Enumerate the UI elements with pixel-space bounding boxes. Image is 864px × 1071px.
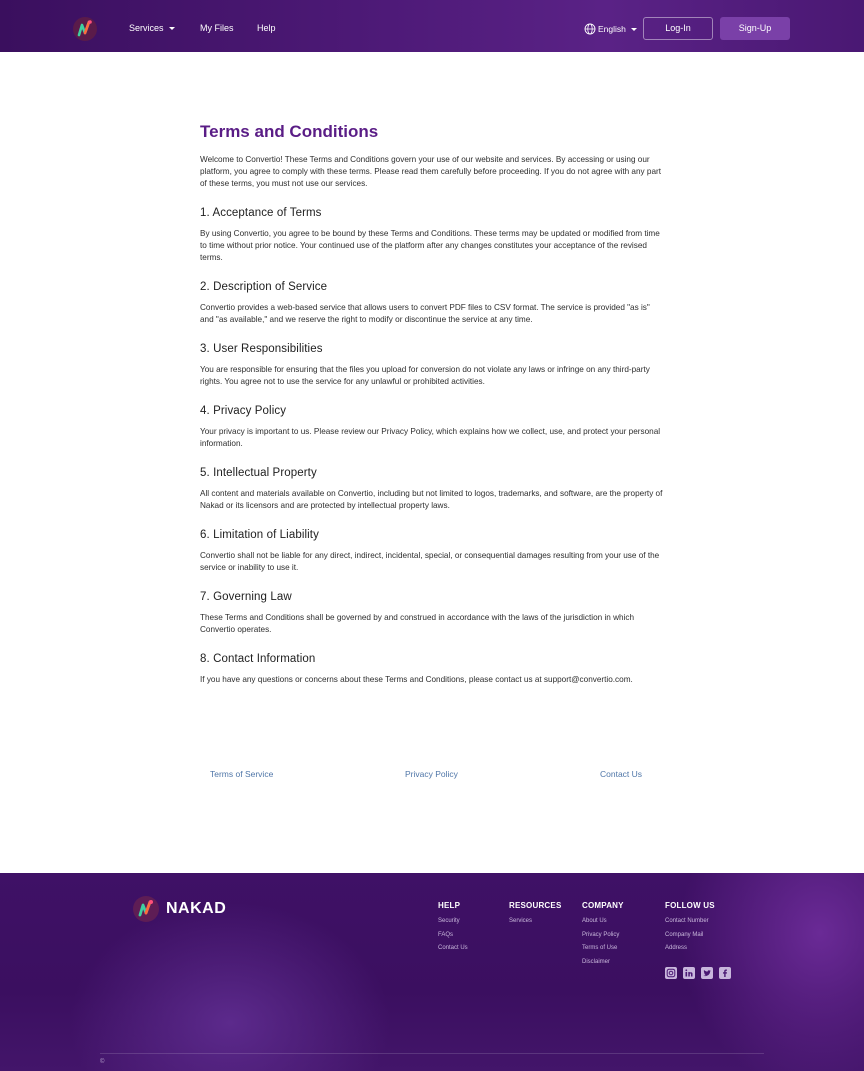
- footer-heading: RESOURCES: [509, 901, 562, 910]
- social-links: [665, 967, 737, 979]
- language-label: English: [598, 24, 626, 34]
- footer-column-resources: [509, 901, 561, 930]
- privacy-policy-link[interactable]: Privacy Policy: [405, 769, 458, 779]
- footer-brand[interactable]: [132, 895, 226, 923]
- footer-link-privacy-policy[interactable]: Privacy Policy: [582, 931, 620, 938]
- page-title: Terms and Conditions: [200, 122, 379, 141]
- footer-link-services[interactable]: Services: [509, 918, 533, 924]
- footer-column-help: [438, 901, 468, 957]
- terms-content: [200, 122, 664, 686]
- brand-name: NAKAD: [166, 900, 227, 917]
- footer-heading: FOLLOW US: [665, 901, 715, 910]
- linkedin-icon[interactable]: [683, 967, 695, 979]
- section-body: Your privacy is important to us. Please review our Privacy Policy, which explains how we collect, use, and protect your personal information.: [200, 427, 661, 448]
- footer-link-disclaimer[interactable]: Disclaimer: [582, 958, 611, 965]
- nav-help[interactable]: Help: [257, 23, 276, 33]
- footer-link-contact-us[interactable]: Contact Us: [438, 945, 468, 951]
- section-body: You are responsible for ensuring that the files you upload for conversion do not violate any laws or infringe on any third-party rights. You agree not to use the service for any unlawful or prohibited activities.: [200, 365, 650, 386]
- section-body: All content and materials available on Convertio, including but not limited to logos, trademarks, and software, are the property of Nakad or its licensors and are protected by intellectual property laws.: [200, 489, 663, 510]
- login-button[interactable]: Log-In: [643, 17, 713, 40]
- footer-heading: COMPANY: [582, 901, 624, 910]
- legal-links: [0, 769, 864, 781]
- footer-heading: HELP: [438, 901, 461, 910]
- twitter-icon[interactable]: [701, 967, 713, 979]
- footer-divider: [100, 1053, 764, 1054]
- section-title: 5. Intellectual Property: [200, 467, 317, 479]
- section-title: 2. Description of Service: [200, 281, 328, 293]
- facebook-icon[interactable]: [719, 967, 731, 979]
- footer-link-security[interactable]: Security: [438, 918, 460, 924]
- language-selector[interactable]: [584, 22, 637, 36]
- footer-link-contact-number[interactable]: Contact Number: [665, 918, 709, 924]
- section-title: 8. Contact Information: [200, 653, 316, 665]
- section-body: Convertio provides a web-based service that allows users to convert PDF files to CSV format. The service is provided "as is" and "as available," and we reserve the right to modify or discontinue the service at any time.: [200, 303, 650, 324]
- chevron-down-icon: [631, 28, 637, 31]
- footer-link-company-mail[interactable]: Company Mail: [665, 931, 704, 938]
- nav-services-label: Services: [129, 23, 164, 33]
- logo-icon: [132, 895, 160, 923]
- footer-link-address[interactable]: Address: [665, 945, 688, 951]
- site-footer: [0, 873, 864, 1071]
- nav-services[interactable]: [129, 0, 175, 52]
- contact-us-link[interactable]: Contact Us: [600, 769, 643, 779]
- footer-link-faqs[interactable]: FAQs: [438, 931, 454, 938]
- nav-my-files[interactable]: My Files: [200, 23, 234, 33]
- section-body: These Terms and Conditions shall be governed by and construed in accordance with the laws of the jurisdiction in which Convertio operates.: [200, 613, 635, 634]
- footer-link-terms-of-use[interactable]: Terms of Use: [582, 945, 618, 951]
- section-body: If you have any questions or concerns about these Terms and Conditions, please contact us at support@convertio.com.: [200, 675, 633, 684]
- section-body: Convertio shall not be liable for any direct, indirect, incidental, special, or consequential damages resulting from your use of the service or inability to use it.: [200, 551, 660, 572]
- terms-of-service-link[interactable]: Terms of Service: [210, 769, 274, 779]
- chevron-down-icon: [169, 27, 175, 30]
- instagram-icon[interactable]: [665, 967, 677, 979]
- logo-icon[interactable]: [72, 16, 98, 42]
- signup-button[interactable]: Sign-Up: [720, 17, 790, 40]
- globe-icon: [584, 23, 596, 35]
- section-title: 4. Privacy Policy: [200, 405, 287, 417]
- section-title: 6. Limitation of Liability: [200, 529, 319, 541]
- intro-paragraph: Welcome to Convertio! These Terms and Conditions govern your use of our website and services. By accessing or using our platform, you agree to comply with these terms. Please read them carefully before proceeding. If you do not agree with any part of these terms, you must not use our services.: [200, 155, 662, 188]
- footer-column-follow: [665, 901, 715, 957]
- copyright-text: ©: [100, 1059, 105, 1065]
- section-title: 3. User Responsibilities: [200, 343, 323, 355]
- section-title: 1. Acceptance of Terms: [200, 207, 322, 219]
- footer-column-company: [582, 901, 624, 970]
- section-title: 7. Governing Law: [200, 591, 292, 603]
- section-body: By using Convertio, you agree to be bound by these Terms and Conditions. These terms may be updated or modified from time to time without prior notice. Your continued use of the platform after any changes constitutes your acceptance of the revised terms.: [200, 229, 660, 262]
- footer-link-about-us[interactable]: About Us: [582, 918, 607, 924]
- top-navigation-bar: [0, 0, 864, 52]
